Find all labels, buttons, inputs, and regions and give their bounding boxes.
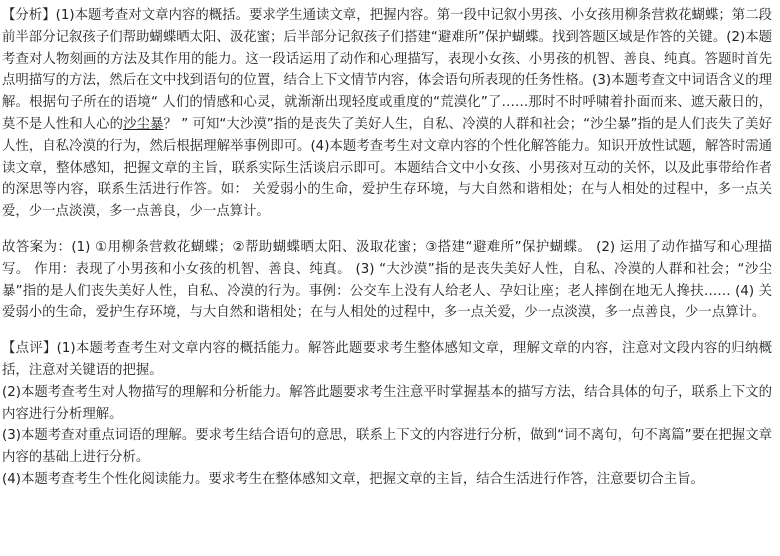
analysis-label: 【分析】 — [2, 8, 56, 23]
comment-label: 【点评】 — [2, 341, 57, 357]
comment-item-3: (3)本题考查对重点词语的理解。要求考生结合语句的意思，联系上下文的内容进行分析，做到“词不离句，句不离篇”要在把握文章内容的基础上进行分析。 — [2, 428, 772, 466]
analysis-text-continued: ？ ” 可知“大沙漠”指的是丧失了美好人生，自私、冷漠的人群和社会；“沙尘暴”指的是人们丧失了美好人性，自私冷漠的行为，然后根据理解举事例即可。(4)本题考查考生对文章内容的个性化解答能力。知识开放性试题，解答时需通读文章，整体感知，把握文章的主旨，联系实际生活谈启示即可。本题结合文中小女孩、小男孩对互动的关怀，以及此事带给作者的深思等内容，联系生活进行作答。如： 关爱弱小的生命，爱护生存环境，与大自然和谐相处；在与人相处的过程中，多一点关爱，少一点淡漠，多一点善良，少一点算计。 — [2, 116, 773, 220]
comment-item-4: (4)本题考查考生个性化阅读能力。要求考生在整体感知文章，把握文章的主旨，结合生活进行作答，注意要切合主旨。 — [2, 471, 704, 487]
comment-section — [2, 338, 772, 491]
analysis-text: (1)本题考查对文章内容的概括。要求学生通读文章，把握内容。第一段中记叙小男孩、小女孩用柳条营救花蝴蝶；第二段前半部分记叙孩子们帮助蝴蝶晒太阳、汲花蜜；后半部分记叙孩子们搭建“避难所”保护蝴蝶。找到答题区域是作答的关键。(2)本题考查对人物刻画的方法及其作用的能力。这一段话运用了动作和心理描写，表现小女孩、小男孩的机智、善良、纯真。答题时首先点明描写的方法，然后在文中找到语句的位置，结合上下文情节内容，体会语句所表现的任务性格。(3)本题考查文中词语含义的理解。根据句子所在的语境“ 人们的情感和心灵，就渐渐出现轻度或重度的“荒漠化”了……那时不时呼啸着扑面而来、遮天蔽日的，莫不是人性和人心的 — [2, 8, 773, 132]
comment-item-2: (2)本题考查考生对人物描写的理解和分析能力。解答此题要求考生注意平时掌握基本的描写方法，结合具体的句子，联系上下文的内容进行分析理解。 — [2, 384, 772, 422]
analysis-paragraph — [2, 5, 772, 223]
analysis-underlined-term: 沙尘暴 — [123, 116, 164, 132]
comment-item-text: (1)本题考查考生对文章内容的概括能力。解答此题要求考生整体感知文章，理解文章的内容，注意对文段内容的归纳概括，注意对关键语的把握。 — [2, 341, 772, 378]
comment-item-1 — [2, 338, 772, 382]
analysis-section — [2, 5, 772, 223]
answer-paragraph: 故答案为：(1) ①用柳条营救花蝴蝶；②帮助蝴蝶晒太阳、汲取花蜜；③搭建“避难所”保护蝴蝶。 (2) 运用了动作描写和心理描写。 作用：表现了小男孩和小女孩的机智、善良、纯真。 (3) “大沙漠”指的是丧失美好人性，自私、冷漠的人群和社会；“沙尘暴”指的是人们丧失美好人性，自私、冷漠的行为。事例：公交车上没有人给老人、孕妇让座；老人摔倒在地无人搀扶…… (4) 关爱弱小的生命，爱护生存环境，与大自然和谐相处；在与人相处的过程中，多一点关爱，少一点淡漠，多一点善良，少一点算计。 — [2, 239, 772, 321]
answer-section — [2, 237, 772, 324]
